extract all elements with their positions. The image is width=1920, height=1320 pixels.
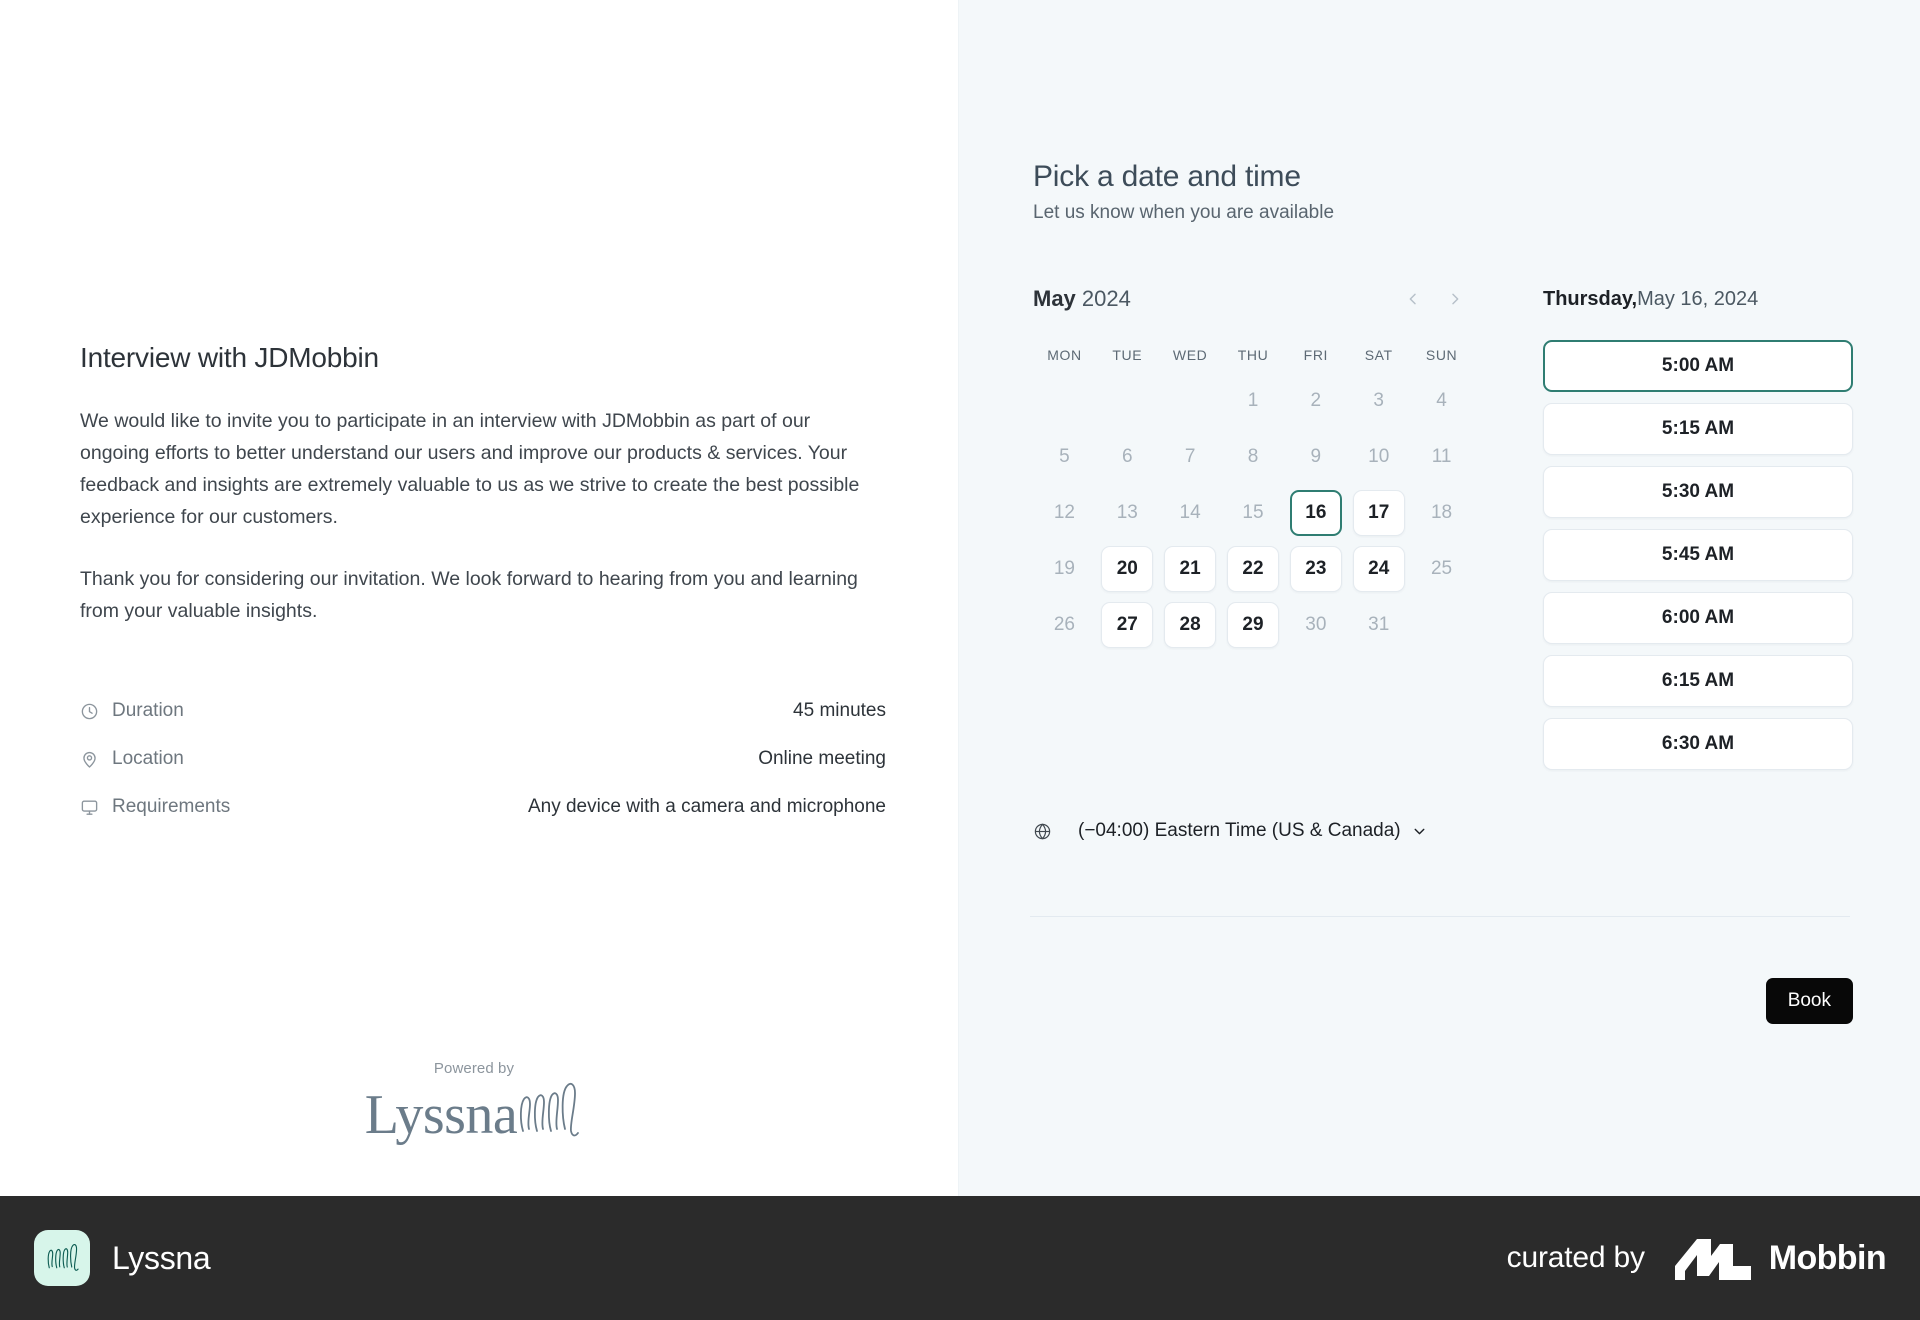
bottom-branding-bar	[0, 1196, 1920, 1320]
detail-label-requirements: Requirements	[112, 796, 231, 818]
calendar-next-month-button[interactable]	[1445, 289, 1465, 309]
book-button-wrap	[1033, 978, 1853, 1024]
curated-by-label: curated by	[1506, 1241, 1645, 1274]
time-slot-list[interactable]	[1543, 340, 1853, 754]
calendar-day-11: 11	[1431, 446, 1452, 467]
mobbin-brand	[1675, 1236, 1886, 1280]
detail-label-duration: Duration	[112, 700, 184, 722]
calendar-day-31: 31	[1368, 614, 1390, 635]
chevron-left-icon	[1405, 291, 1421, 307]
lyssna-wordmark-text: Lyssna	[364, 1084, 518, 1146]
timezone-value-wrap	[1078, 820, 1428, 842]
calendar-day-25: 25	[1430, 558, 1453, 579]
calendar-grid	[1033, 342, 1473, 648]
powered-by-block	[0, 1060, 958, 1146]
calendar-day-6: 6	[1121, 446, 1133, 467]
picker-title: Pick a date and time	[1033, 160, 1301, 193]
calendar	[1033, 282, 1473, 670]
calendar-weekday-fri: FRI	[1303, 347, 1329, 363]
event-info-content	[80, 340, 886, 831]
event-description-paragraph-2: Thank you for considering our invitation. We look forward to hearing from you and learning from your valuable insights.	[80, 568, 858, 623]
detail-value-location: Online meeting	[758, 748, 886, 770]
calendar-month-name: May	[1033, 286, 1076, 311]
calendar-day-21[interactable]: 21	[1164, 546, 1216, 592]
timezone-selector[interactable]	[1033, 820, 1853, 842]
selected-date-heading	[1543, 282, 1853, 316]
calendar-weekday-mon: MON	[1047, 347, 1082, 363]
map-pin-icon	[80, 750, 99, 769]
date-time-picker-panel	[958, 0, 1920, 1196]
lyssna-squiggle-icon	[34, 1230, 90, 1286]
chevron-right-icon	[1447, 291, 1463, 307]
detail-row-duration-left	[80, 700, 184, 722]
page-title: Interview with JDMobbin	[80, 342, 379, 373]
time-slot-6-30-am[interactable]: 6:30 AM	[1543, 718, 1853, 770]
time-slot-5-45-am[interactable]: 5:45 AM	[1543, 529, 1853, 581]
event-info-panel	[0, 0, 958, 1196]
time-slot-5-30-am[interactable]: 5:30 AM	[1543, 466, 1853, 518]
calendar-day-12: 12	[1053, 502, 1075, 523]
time-slot-6-00-am[interactable]: 6:00 AM	[1543, 592, 1853, 644]
time-slot-6-15-am[interactable]: 6:15 AM	[1543, 655, 1853, 707]
section-divider	[1030, 916, 1850, 917]
calendar-day-17[interactable]: 17	[1353, 490, 1405, 536]
calendar-weekday-thu: THU	[1237, 347, 1269, 363]
detail-label-location: Location	[112, 748, 184, 770]
picker-body	[1033, 282, 1853, 754]
calendar-day-19: 19	[1053, 558, 1075, 579]
detail-row-location-left	[80, 748, 184, 770]
chevron-down-icon	[1411, 823, 1428, 840]
time-slot-5-00-am[interactable]: 5:00 AM	[1543, 340, 1853, 392]
calendar-day-2: 2	[1310, 390, 1322, 411]
clock-icon	[80, 702, 99, 721]
detail-value-requirements: Any device with a camera and microphone	[527, 796, 886, 818]
calendar-day-5: 5	[1059, 446, 1070, 467]
lyssna-squiggle-icon	[517, 1079, 593, 1139]
detail-row-location	[80, 735, 886, 783]
picker-header	[1033, 160, 1851, 224]
globe-icon	[1033, 822, 1052, 841]
event-description-paragraph-1: We would like to invite you to participate in an interview with JDMobbin as part of our ongoing efforts to better understand our users and improve our products & services. Your feedback and insights are extremely valuable to us as we strive to create the best possible experience for our customers.	[80, 410, 860, 529]
calendar-day-29[interactable]: 29	[1227, 602, 1279, 648]
event-detail-list	[80, 687, 886, 831]
calendar-nav	[1403, 289, 1465, 309]
calendar-day-16[interactable]: 16	[1290, 490, 1342, 536]
detail-value-duration: 45 minutes	[793, 700, 886, 722]
picker-subtitle: Let us know when you are available	[1033, 202, 1335, 223]
calendar-day-7: 7	[1184, 446, 1196, 467]
calendar-day-8: 8	[1247, 446, 1259, 467]
calendar-day-23[interactable]: 23	[1290, 546, 1342, 592]
calendar-day-15: 15	[1242, 502, 1264, 523]
calendar-day-30: 30	[1305, 614, 1327, 635]
calendar-day-28[interactable]: 28	[1164, 602, 1216, 648]
calendar-month-label	[1033, 286, 1131, 312]
bottom-bar-left	[34, 1230, 210, 1286]
calendar-day-14: 14	[1179, 502, 1201, 523]
calendar-day-27[interactable]: 27	[1101, 602, 1153, 648]
time-slot-5-15-am[interactable]: 5:15 AM	[1543, 403, 1853, 455]
detail-row-requirements	[80, 783, 886, 831]
bottom-bar-app-name: Lyssna	[112, 1239, 211, 1276]
calendar-day-13: 13	[1116, 502, 1138, 523]
calendar-weekday-wed: WED	[1172, 347, 1208, 363]
book-button[interactable]: Book	[1766, 978, 1853, 1024]
calendar-day-10: 10	[1368, 446, 1390, 467]
selected-date-weekday: Thursday,	[1543, 287, 1638, 310]
calendar-weekday-sat: SAT	[1364, 347, 1393, 363]
selected-date-rest: May 16, 2024	[1637, 287, 1759, 310]
calendar-day-20[interactable]: 20	[1101, 546, 1153, 592]
calendar-weekday-tue: TUE	[1112, 347, 1143, 363]
calendar-day-26: 26	[1053, 614, 1075, 635]
lyssna-wordmark	[364, 1079, 594, 1146]
powered-by-label: Powered by	[433, 1060, 515, 1077]
calendar-day-24[interactable]: 24	[1353, 546, 1405, 592]
calendar-weekday-sun: SUN	[1425, 347, 1458, 363]
calendar-year-value: 2024	[1081, 286, 1131, 311]
monitor-icon	[80, 798, 99, 817]
mobbin-logo-icon	[1675, 1236, 1751, 1280]
detail-row-requirements-left	[80, 796, 230, 818]
time-slot-column	[1543, 282, 1853, 754]
mobbin-name: Mobbin	[1768, 1238, 1886, 1277]
detail-row-duration	[80, 687, 886, 735]
calendar-prev-month-button[interactable]	[1403, 289, 1423, 309]
calendar-day-18: 18	[1430, 502, 1453, 523]
calendar-day-3: 3	[1373, 390, 1384, 411]
bottom-bar-right	[1507, 1236, 1886, 1280]
calendar-day-4: 4	[1436, 390, 1447, 411]
timezone-value: (−04:00) Eastern Time (US & Canada)	[1078, 820, 1401, 841]
calendar-header	[1033, 282, 1473, 316]
calendar-day-1: 1	[1247, 390, 1259, 411]
calendar-day-22[interactable]: 22	[1227, 546, 1279, 592]
calendar-day-9: 9	[1310, 446, 1322, 467]
